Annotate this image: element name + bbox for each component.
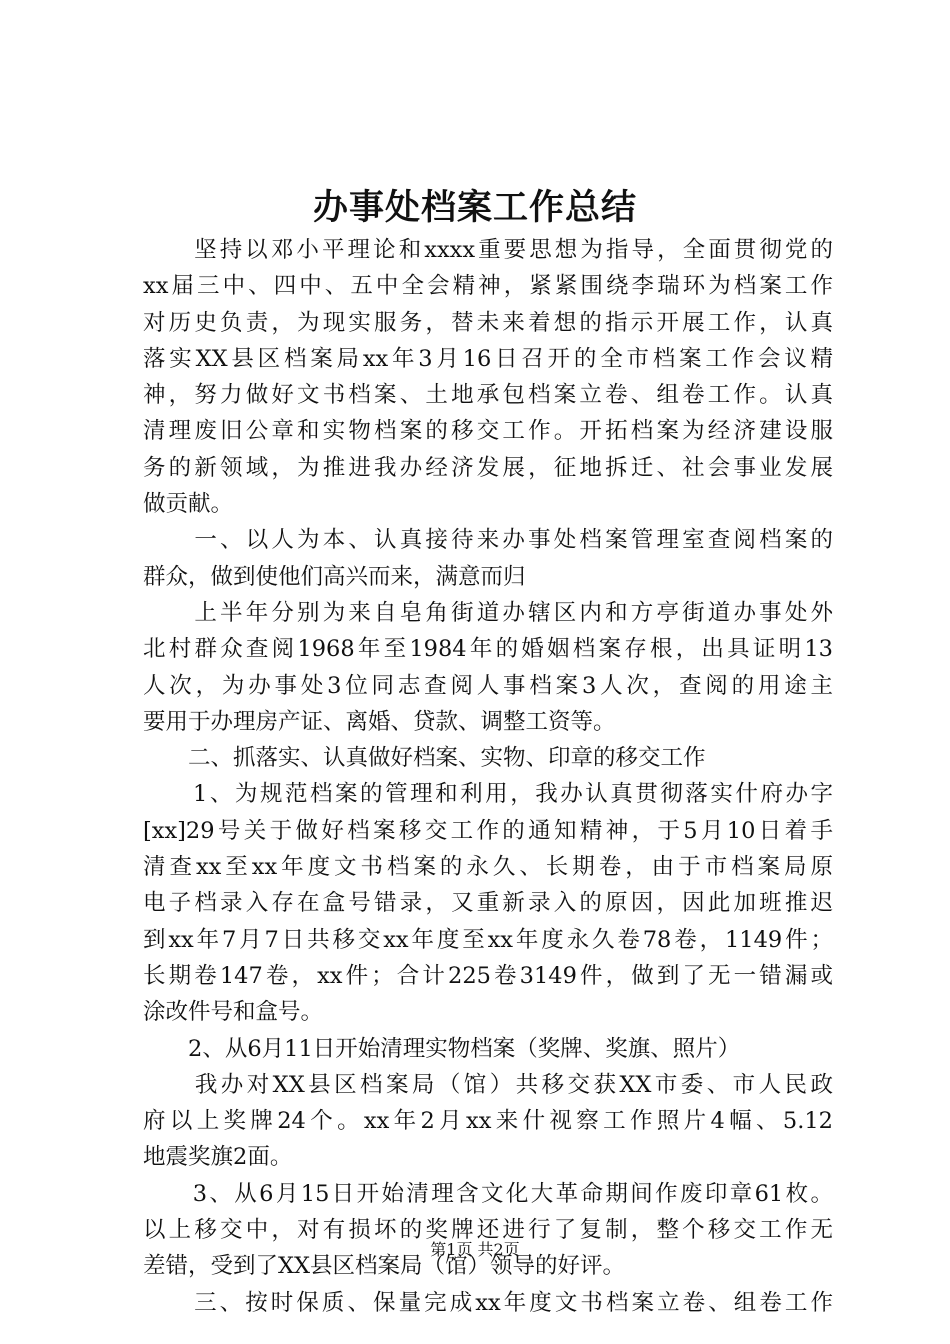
- body-line: 长期卷147卷，xx件；合计225卷3149件，做到了无一错漏或: [143, 962, 833, 989]
- body-line: 2、从6月11日开始清理实物档案（奖牌、奖旗、照片）: [143, 1035, 741, 1062]
- page-number-footer: 第1页 共2页: [430, 1240, 520, 1259]
- body-line: 涂改件号和盒号。: [143, 999, 324, 1026]
- body-line: 北村群众查阅1968年至1984年的婚姻档案存根，出具证明13: [143, 636, 833, 663]
- body-line: 群众，做到使他们高兴而来，满意而归: [143, 563, 526, 590]
- body-line: 人次，为办事处3位同志查阅人事档案3人次，查阅的用途主: [143, 672, 833, 699]
- document-title: 办事处档案工作总结: [312, 188, 637, 228]
- body-line: 对历史负责，为现实服务，替未来着想的指示开展工作，认真: [143, 309, 833, 336]
- body-line: 以上移交中，对有损坏的奖牌还进行了复制，整个移交工作无: [143, 1217, 833, 1244]
- document-body: [143, 232, 833, 1321]
- body-line: xx届三中、四中、五中全会精神，紧紧围绕李瑞环为档案工作: [143, 273, 833, 300]
- body-line: 差错，受到了XX县区档案局（馆）领导的好评。: [143, 1253, 626, 1280]
- body-line: 要用于办理房产证、离婚、贷款、调整工资等。: [143, 708, 616, 735]
- body-line: 地震奖旗2面。: [143, 1144, 293, 1171]
- body-line: 务的新领域，为推进我办经济发展，征地拆迁、社会事业发展: [143, 454, 833, 481]
- body-line: 清理废旧公章和实物档案的移交工作。开拓档案为经济建设服: [143, 418, 833, 445]
- body-line: 坚持以邓小平理论和xxxx重要思想为指导，全面贯彻党的: [143, 237, 833, 263]
- body-line: 做贡献。: [143, 491, 234, 518]
- body-line: 我办对XX县区档案局（馆）共移交获XX市委、市人民政: [143, 1071, 833, 1098]
- body-line: 1、为规范档案的管理和利用，我办认真贯彻落实什府办字: [143, 781, 833, 808]
- body-line: [xx]29号关于做好档案移交工作的通知精神，于5月10日着手: [143, 817, 833, 844]
- body-line: 到xx年7月7日共移交xx年度至xx年度永久卷78卷，1149件；: [143, 926, 833, 953]
- body-line: 府以上奖牌24个。xx年2月xx来什视察工作照片4幅、5.12: [143, 1108, 833, 1135]
- body-line: 上半年分别为来自皂角街道办辖区内和方亭街道办事处外: [143, 599, 833, 626]
- body-line: 电子档录入存在盒号错录，又重新录入的原因，因此加班推迟: [143, 890, 833, 917]
- body-line: 神，努力做好文书档案、土地承包档案立卷、组卷工作。认真: [143, 382, 833, 409]
- body-line: 三、按时保质、保量完成xx年度文书档案立卷、组卷工作: [143, 1289, 833, 1316]
- body-line: 落实XX县区档案局xx年3月16日召开的全市档案工作会议精: [143, 345, 833, 372]
- body-line: 3、从6月15日开始清理含文化大革命期间作废印章61枚。: [143, 1180, 833, 1207]
- body-line: 清查xx至xx年度文书档案的永久、长期卷，由于市档案局原: [143, 854, 833, 881]
- body-line: 二、抓落实、认真做好档案、实物、印章的移交工作: [143, 745, 706, 772]
- body-line: 一、以人为本、认真接待来办事处档案管理室查阅档案的: [143, 527, 833, 554]
